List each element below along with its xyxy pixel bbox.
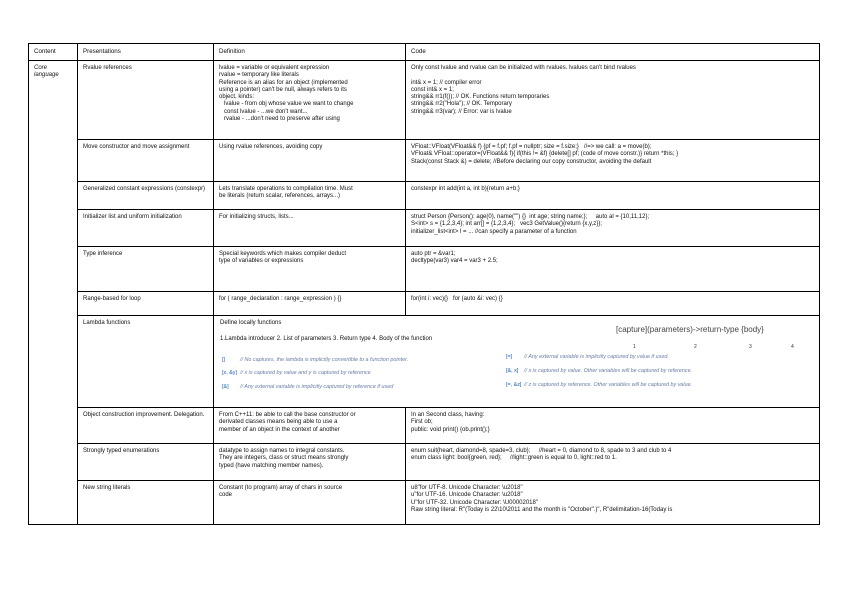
code-line: VFloat::VFloat(VFloat&& f) {pf = f.pf; f.pf = nullptr; size = f.size;} //=> we call: a = move(b);: [411, 144, 652, 150]
definition-line: Constant (to program) array of chars in source: [219, 485, 343, 491]
row-definition: [214, 444, 406, 481]
definition-line: lvalue - from obj whose value we want to change: [219, 101, 354, 108]
row-code: [406, 247, 820, 292]
code-line: string&& rr1(f()); // OK. Functions return temporaries: [411, 94, 550, 101]
definition-line: For initializing structs, lists...: [219, 214, 294, 220]
reference-table: [28, 43, 820, 525]
code-line: In an Second class, having:: [411, 412, 485, 418]
code-line: constexpr int add(int a, int b){return a+b;}: [411, 186, 520, 192]
code-line: decltype(var3) var4 = var3 + 2.5;: [411, 258, 498, 265]
code-line: public: void print() {ob.print();}: [411, 426, 490, 433]
row-definition: [214, 61, 406, 140]
code-line: VFloat& VFloat::operator=(VFloat&& f){ if(this != &f) {delete[] pf; (code of move constr.)} return *this; }: [411, 151, 679, 158]
definition-line: datatype to assign names to integral constants.: [219, 448, 345, 454]
row-code: [406, 292, 820, 316]
code-line: const int& x = 1;: [411, 86, 454, 93]
row-name: Range-based for loop: [78, 292, 214, 316]
row-name: Rvalue references: [78, 61, 214, 140]
row-definition: [214, 182, 406, 210]
definition-line: for ( range_declaration : range_expression ) {}: [219, 296, 342, 302]
capture-example: [=] // Any external variable is implicitly captured by value if used.: [506, 354, 669, 360]
definition-line: typed (have matching member names).: [219, 462, 324, 469]
definition-line: Special keywords which makes compiler deduct: [219, 251, 347, 257]
row-code: [406, 182, 820, 210]
table-row: [29, 292, 820, 316]
table-row: [29, 444, 820, 481]
header-row: [29, 44, 820, 61]
lambda-part-number: 4: [791, 344, 794, 350]
table-row: [29, 182, 820, 210]
header-code: Code: [406, 44, 820, 61]
header-presentations: Presentations: [78, 44, 214, 61]
definition-line: be literals (return scalar, references, arrays...): [219, 193, 341, 200]
row-code: [406, 408, 820, 444]
row-definition: [214, 210, 406, 247]
capture-example: [x, &y] // x is captured by value and y is captured by reference: [222, 370, 371, 376]
code-line: auto ptr = &var1;: [411, 251, 456, 257]
code-line: for(int i: vec){} for (auto &i: vec) {}: [411, 296, 503, 302]
code-line: u"for UTF-16. Unicode Character: \u2018": [411, 492, 523, 499]
lambda-parts: 1.Lambda introducer 2. List of parameters 3. Return type 4. Body of the function: [220, 336, 433, 342]
header-definition: Definition: [214, 44, 406, 61]
capture-example: [&] // Any external variable is implicitly captured by reference if used: [222, 384, 394, 390]
row-definition: [214, 140, 406, 182]
table-row: [29, 140, 820, 182]
capture-example: [&, x] // x is captured by value. Other variables will be captured by reference.: [506, 368, 693, 374]
code-line: [411, 72, 814, 79]
row-name: Move constructor and move assignment: [78, 140, 214, 182]
capture-example: [=, &z] // z is captured by reference. Other variables will be captured by value.: [506, 382, 693, 388]
code-line: string&& rr3(var); // Error: var is lvalue: [411, 108, 512, 115]
code-line: enum suit{heart, diamond=8, spade=3, club}; //heart = 0, diamond to 8, spade to 3 and club to 4: [411, 448, 672, 454]
table-row: [29, 316, 820, 408]
row-code: [406, 61, 820, 140]
row-definition: [214, 292, 406, 316]
lambda-part-number: 2: [694, 344, 697, 350]
definition-line: using a pointer) can't be null, always refers to its: [219, 86, 347, 93]
code-line: S<int> s = {1,2,3,4}; int arr[] = {1,2,3,4}; vec3 GetValue(){return {x,y,z}};: [411, 221, 602, 228]
definition-line: rvalue = temporary like literals: [219, 72, 299, 79]
lambda-part-number: 3: [749, 344, 752, 350]
code-line: int& x = 1; // compiler error: [411, 79, 482, 86]
definition-line: lvalue = variable or equivalent expression: [219, 65, 330, 71]
row-definition: [214, 408, 406, 444]
row-code: [406, 481, 820, 525]
code-line: First ob;: [411, 419, 433, 426]
category-cell: Core language: [29, 61, 78, 525]
code-line: Stack(const Stack &) = delete; //Before declaring our copy constructor, avoiding the default: [411, 158, 652, 165]
row-name: Generalized constant expressions (constexpr): [78, 182, 214, 210]
row-name: Initializer list and uniform initialization: [78, 210, 214, 247]
row-code: [406, 140, 820, 182]
table-row: [29, 210, 820, 247]
definition-line: Reference is an alias for an object (implemented: [219, 79, 348, 86]
table-row: [29, 61, 820, 140]
definition-line: member of an object in the context of another: [219, 426, 340, 433]
lambda-diagram: [214, 316, 820, 408]
lambda-syntax: [capture](parameters)->return-type {body}: [616, 325, 764, 334]
table-row: [29, 408, 820, 444]
lambda-heading: Define locally functions: [220, 320, 282, 326]
capture-example: [] // No captures, the lambda is implicitly convertible to a function pointer.: [222, 357, 409, 363]
row-definition: [214, 247, 406, 292]
row-name: Strongly typed enumerations: [78, 444, 214, 481]
definition-line: derivated classes means being able to use a: [219, 419, 338, 426]
row-name: Type inference: [78, 247, 214, 292]
code-line: Only const lvalue and rvalue can be initialized with rvalues. lvalues can't bind rvalues: [411, 65, 636, 71]
code-line: struct Person {Person(): age(0), name("") {} int age; string name;}; auto al = {10,11,12};: [411, 214, 650, 220]
definition-line: const lvalue - ...we don't want...: [219, 108, 308, 115]
row-name: New string literals: [78, 481, 214, 525]
definition-line: rvalue - ...don't need to preserve after using: [219, 116, 340, 123]
definition-line: Using rvalue references, avoiding copy: [219, 144, 323, 150]
definition-line: type of variables or expressions: [219, 258, 304, 265]
code-line: initializer_list<int> l = ... //can specify a parameter of a function: [411, 228, 577, 235]
code-line: Raw string literal: R"(Today is 22\10\2011 and the month is "October".)", R"delimitation-16(Today is: [411, 506, 673, 513]
code-line: U"for UTF-32. Unicode Character: \U00002018": [411, 499, 538, 506]
definition-line: code: [219, 492, 233, 499]
code-line: enum class light: bool{green, red}; //light::green is equal to 0, light::red to 1.: [411, 455, 617, 462]
table-row: [29, 247, 820, 292]
code-line: u8"for UTF-8. Unicode Character: \u2018": [411, 485, 523, 491]
row-name: Lambda functions: [78, 316, 214, 408]
table-row: [29, 481, 820, 525]
definition-line: They are integers, class or struct means strongly: [219, 455, 349, 462]
row-code: [406, 210, 820, 247]
code-line: string&& rr2("Hola"); // OK. Temporary: [411, 101, 512, 108]
row-definition: [214, 481, 406, 525]
lambda-part-number: 1: [633, 344, 636, 350]
definition-line: object, kinds:: [219, 94, 255, 101]
definition-line: Lets translate operations to compilation time. Must: [219, 186, 353, 192]
row-name: Object construction improvement. Delegation.: [78, 408, 214, 444]
definition-line: From C++11: be able to call the base constructor or: [219, 412, 356, 418]
header-content: Content: [29, 44, 78, 61]
row-code: [406, 444, 820, 481]
